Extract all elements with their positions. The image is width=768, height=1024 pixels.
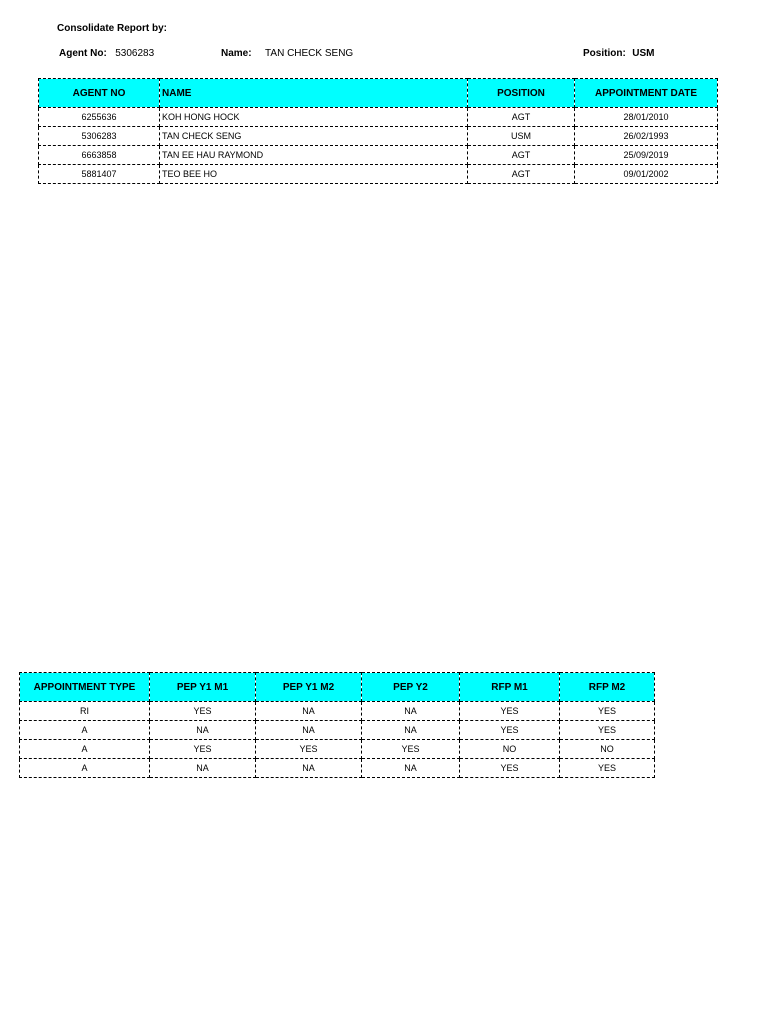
pep-y1-m1-cell: NA (150, 721, 256, 740)
agents-table-header-row (39, 79, 718, 108)
pep-y1-m2-cell: NA (256, 721, 362, 740)
rfp-m1-cell: YES (460, 721, 560, 740)
appointment-table-header-row (20, 673, 655, 702)
rfp-m2-cell: YES (560, 721, 655, 740)
pep-y2-cell: NA (362, 721, 460, 740)
col-header-agent-no: AGENT NO (39, 79, 160, 108)
pep-y1-m2-cell: YES (256, 740, 362, 759)
name-label: Name: (221, 48, 252, 59)
agents-table (38, 78, 718, 184)
appointment-date-cell: 09/01/2002 (575, 165, 718, 184)
name-field (221, 43, 353, 61)
agent-no-cell: 5881407 (39, 165, 160, 184)
rfp-m2-cell: NO (560, 740, 655, 759)
col-header-rfp-m1: RFP M1 (460, 673, 560, 702)
pep-y2-cell: NA (362, 759, 460, 778)
appointment-date-cell: 28/01/2010 (575, 108, 718, 127)
appointment-type-cell: A (20, 721, 150, 740)
report-title: Consolidate Report by: (57, 23, 168, 34)
pep-y1-m1-cell: YES (150, 740, 256, 759)
agent-no-value: 5306283 (115, 48, 155, 59)
col-header-appointment-date: APPOINTMENT DATE (575, 79, 718, 108)
table-row (39, 165, 718, 184)
col-header-pep-y2: PEP Y2 (362, 673, 460, 702)
position-cell: AGT (468, 108, 575, 127)
rfp-m2-cell: YES (560, 702, 655, 721)
name-cell: TEO BEE HO (160, 165, 468, 184)
position-cell: USM (468, 127, 575, 146)
appointment-type-cell: RI (20, 702, 150, 721)
table-row (20, 740, 655, 759)
agent-no-cell: 6255636 (39, 108, 160, 127)
appointment-date-cell: 25/09/2019 (575, 146, 718, 165)
table-row (39, 127, 718, 146)
agent-no-cell: 6663858 (39, 146, 160, 165)
rfp-m2-cell: YES (560, 759, 655, 778)
position-value: USM (632, 48, 655, 59)
pep-y2-cell: YES (362, 740, 460, 759)
col-header-name: NAME (160, 79, 468, 108)
pep-y1-m1-cell: YES (150, 702, 256, 721)
table-row (20, 702, 655, 721)
position-cell: AGT (468, 165, 575, 184)
rfp-m1-cell: YES (460, 759, 560, 778)
table-row (39, 146, 718, 165)
col-header-pep-y1-m1: PEP Y1 M1 (150, 673, 256, 702)
agent-no-cell: 5306283 (39, 127, 160, 146)
pep-y1-m2-cell: NA (256, 759, 362, 778)
col-header-pep-y1-m2: PEP Y1 M2 (256, 673, 362, 702)
pep-y1-m2-cell: NA (256, 702, 362, 721)
position-field (583, 43, 654, 61)
pep-y2-cell: NA (362, 702, 460, 721)
table-row (39, 108, 718, 127)
name-cell: KOH HONG HOCK (160, 108, 468, 127)
agent-no-field (59, 43, 154, 61)
table-row (20, 721, 655, 740)
table-row (20, 759, 655, 778)
name-cell: TAN CHECK SENG (160, 127, 468, 146)
col-header-rfp-m2: RFP M2 (560, 673, 655, 702)
appointment-type-cell: A (20, 740, 150, 759)
name-value: TAN CHECK SENG (265, 48, 354, 59)
appointment-table (19, 672, 655, 778)
position-cell: AGT (468, 146, 575, 165)
col-header-appointment-type: APPOINTMENT TYPE (20, 673, 150, 702)
agent-no-label: Agent No: (59, 48, 107, 59)
position-label: Position: (583, 48, 626, 59)
appointment-type-cell: A (20, 759, 150, 778)
rfp-m1-cell: YES (460, 702, 560, 721)
pep-y1-m1-cell: NA (150, 759, 256, 778)
name-cell: TAN EE HAU RAYMOND (160, 146, 468, 165)
col-header-position: POSITION (468, 79, 575, 108)
rfp-m1-cell: NO (460, 740, 560, 759)
appointment-date-cell: 26/02/1993 (575, 127, 718, 146)
